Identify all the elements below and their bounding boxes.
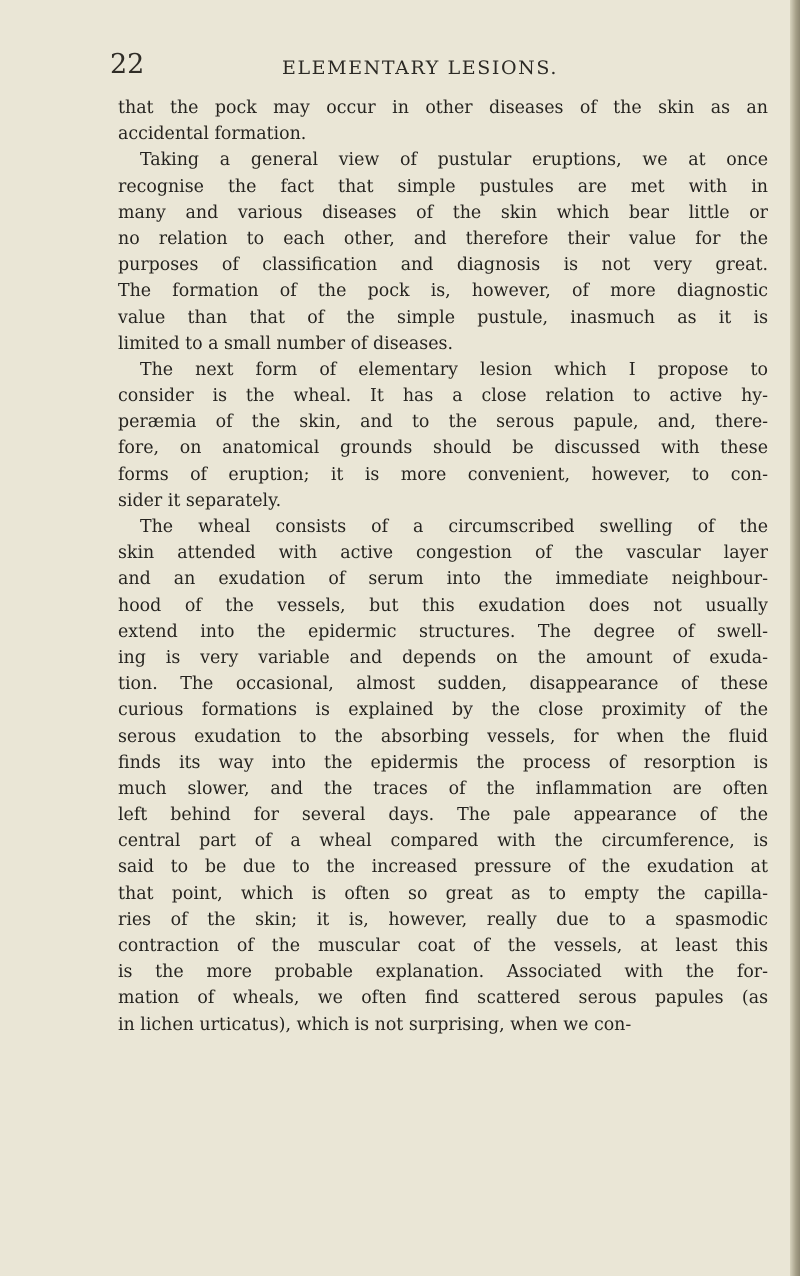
- text-line: that point, which is often so great as to empty the capilla-: [118, 883, 768, 904]
- text-line: value than that of the simple pustule, inasmuch as it is: [118, 307, 768, 328]
- text-line: peræmia of the skin, and to the serous papule, and, there-: [118, 412, 768, 433]
- text-line: The next form of elementary lesion which I propose to: [140, 359, 768, 380]
- text-line: The formation of the pock is, however, of more diagnostic: [118, 281, 768, 302]
- text-line: no relation to each other, and therefore their value for the: [118, 228, 768, 249]
- text-line: said to be due to the increased pressure of the exudation at: [118, 857, 768, 878]
- text-line: hood of the vessels, but this exudation does not usually: [118, 595, 768, 616]
- text-line: and an exudation of serum into the immediate neighbour-: [118, 569, 768, 590]
- text-line: finds its way into the epidermis the process of resorption is: [118, 752, 768, 773]
- running-head: ELEMENTARY LESIONS.: [282, 57, 558, 79]
- text-line: in lichen urticatus), which is not surprising, when we con-: [118, 1014, 632, 1035]
- page-number: 22: [110, 49, 145, 80]
- text-line: that the pock may occur in other diseases of the skin as an: [118, 98, 768, 118]
- text-line: recognise the fact that simple pustules are met with in: [118, 176, 768, 197]
- text-line: central part of a wheal compared with the circumference, is: [118, 831, 768, 852]
- text-line: serous exudation to the absorbing vessels, for when the fluid: [118, 726, 768, 747]
- text-line: extend into the epidermic structures. The degree of swell-: [118, 621, 768, 642]
- text-line: mation of wheals, we often find scattered serous papules (as: [118, 988, 768, 1009]
- page-header: [110, 50, 710, 86]
- page-edge: [790, 0, 800, 1276]
- text-line: sider it separately.: [118, 490, 282, 511]
- paragraph: [118, 95, 768, 147]
- text-line: accidental formation.: [118, 124, 307, 145]
- paragraph: [118, 514, 768, 1038]
- text-line: left behind for several days. The pale appearance of the: [118, 805, 768, 826]
- text-line: is the more probable explanation. Associated with the for-: [118, 962, 768, 983]
- text-line: many and various diseases of the skin which bear little or: [118, 202, 768, 223]
- paragraph: [118, 147, 768, 357]
- text-line: limited to a small number of diseases.: [118, 333, 453, 354]
- text-line: curious formations is explained by the close proximity of the: [118, 700, 768, 721]
- paragraph: [118, 357, 768, 514]
- text-line: ries of the skin; it is, however, really due to a spasmodic: [118, 909, 768, 930]
- text-line: contraction of the muscular coat of the vessels, at least this: [118, 936, 768, 956]
- body-text: [118, 95, 768, 1038]
- text-line: fore, on anatomical grounds should be discussed with these: [118, 438, 768, 459]
- text-line: The wheal consists of a circumscribed swelling of the: [140, 517, 768, 537]
- text-line: tion. The occasional, almost sudden, disappearance of these: [118, 674, 768, 695]
- text-line: skin attended with active congestion of the vascular layer: [118, 543, 768, 564]
- text-line: ing is very variable and depends on the amount of exuda-: [118, 647, 768, 668]
- text-line: forms of eruption; it is more convenient, however, to con-: [118, 464, 768, 485]
- text-line: Taking a general view of pustular eruptions, we at once: [140, 150, 768, 171]
- text-line: purposes of classification and diagnosis is not very great.: [118, 255, 768, 276]
- text-line: much slower, and the traces of the inflammation are often: [118, 778, 768, 799]
- text-line: consider is the wheal. It has a close relation to active hy-: [118, 386, 768, 407]
